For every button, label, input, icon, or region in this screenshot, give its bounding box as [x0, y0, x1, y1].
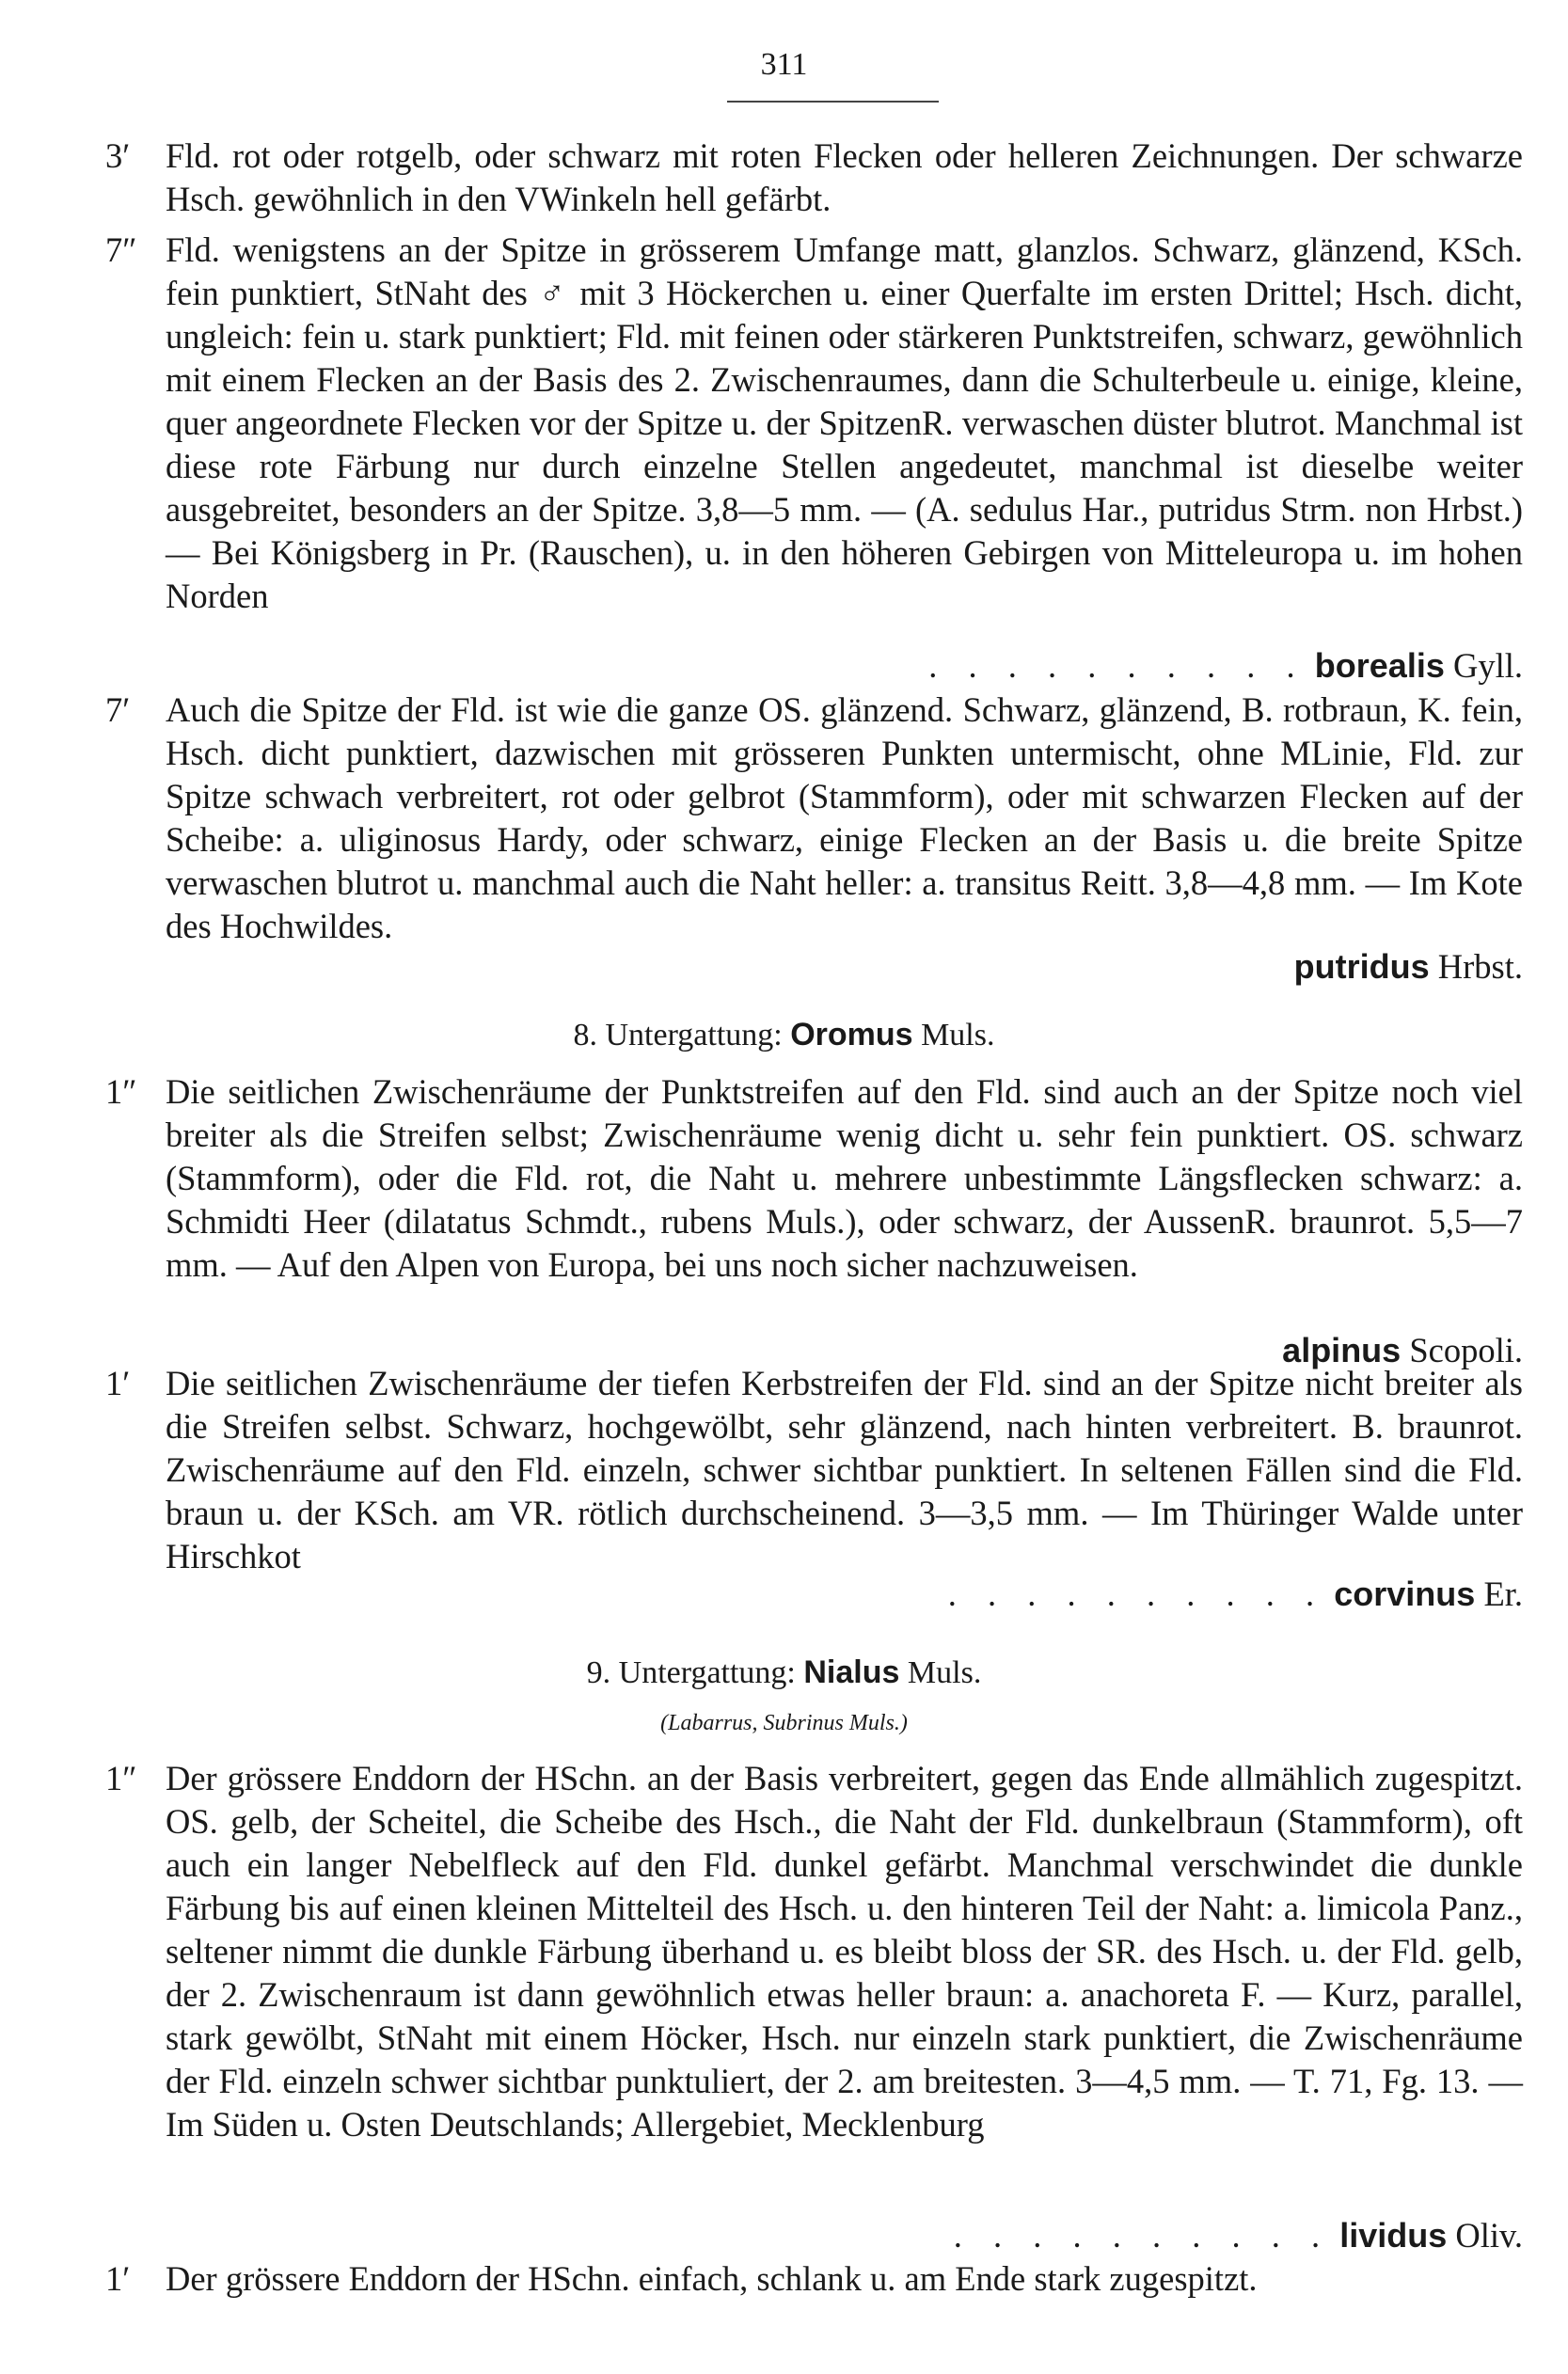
- section-prefix: 8. Untergattung:: [573, 1018, 783, 1052]
- couplet-marker: 1′: [105, 1364, 131, 1402]
- taxon-author: Scopoli.: [1409, 1331, 1523, 1369]
- taxon-line-lividus: [166, 2214, 1523, 2257]
- key-entry-7-prime: [105, 688, 1523, 948]
- section-name: Nialus: [803, 1654, 900, 1690]
- entry-text: Fld. rot oder rotgelb, oder schwarz mit roten Flecken oder helleren Zeichnungen. Der schwarze Hsch. gewöhnlich in den VWinkeln hell gefärbt.: [166, 136, 1523, 218]
- key-entry-3-prime: [105, 135, 1523, 221]
- entry-text: Die seitlichen Zwischenräume der tiefen Kerbstreifen der Fld. sind an der Spitze nicht breiter als die Streifen selbst. Schwarz, hochgewölbt, sehr glänzend, nach hinten verbreitert. B. braunrot. Zwischenräume auf den Fld. einzeln, schwer sichtbar punktiert. In seltenen Fällen sind die Fld. braun u. der KSch. am VR. rötlich durchscheinend. 3—3,5 mm. — Im Thüringer Walde unter Hirschkot: [166, 1364, 1523, 1575]
- entry-text: Auch die Spitze der Fld. ist wie die ganze OS. glänzend. Schwarz, glänzend, B. rotbraun, K. fein, Hsch. dicht punktiert, dazwischen mit grösseren Punkten untermischt, ohne MLinie, Fld. zur Spitze schwach verbreitert, rot oder gelbrot (Stammform), oder mit schwarzen Flecken auf der Scheibe: a. uliginosus Hardy, oder schwarz, einige Flecken an der Basis u. die breite Spitze verwaschen blutrot u. manchmal auch die Naht heller: a. transitus Reitt. 3,8—4,8 mm. — Im Kote des Hochwildes.: [166, 690, 1523, 945]
- section-author: Muls.: [921, 1018, 995, 1052]
- entry-text: Fld. wenigstens an der Spitze in grösserem Umfange matt, glanzlos. Schwarz, glänzend, KSch. fein punktiert, StNaht des ♂ mit 3 Höckerchen u. einer Querfalte im ersten Drittel; Hsch. dicht, ungleich: fein u. stark punktiert; Fld. mit feinen oder stärkeren Punktstreifen, schwarz, gewöhnlich mit einem Flecken an der Basis des 2. Zwischenraumes, dann die Schulterbeule u. einige, kleine, quer angeordnete Flecken vor der Spitze u. der SpitzenR. verwaschen düster blutrot. Manchmal ist diese rote Färbung nur durch einzelne Stellen angedeutet, manchmal ist dieselbe weiter ausgebreitet, besonders an der Spitze. 3,8—5 mm. — (A. sedulus Har., putridus Strm. non Hrbst.) — Bei Königsberg in Pr. (Rauschen), u. in den höheren Gebirgen von Mitteleuropa u. im hohen Norden: [166, 230, 1523, 615]
- section-author: Muls.: [907, 1655, 982, 1690]
- section-name: Oromus: [790, 1017, 913, 1052]
- header-rule: [727, 101, 939, 103]
- couplet-marker: 3′: [105, 136, 131, 175]
- couplet-marker: 1″: [105, 1072, 137, 1111]
- key-entry-8-1-double-prime: [105, 1070, 1523, 1287]
- taxon-author: Er.: [1483, 1575, 1523, 1613]
- couplet-marker: 7″: [105, 230, 137, 269]
- couplet-marker: 1′: [105, 2259, 131, 2298]
- section-heading-nialus: [0, 1652, 1568, 1694]
- couplet-marker: 7′: [105, 690, 131, 729]
- section-heading-oromus: [0, 1014, 1568, 1056]
- taxon-author: Oliv.: [1455, 2216, 1523, 2255]
- taxon-author: Hrbst.: [1437, 947, 1523, 986]
- leader-dots: . . . . . . . . . .: [928, 646, 1307, 685]
- entry-text: Die seitlichen Zwischenräume der Punktstreifen auf den Fld. sind auch an der Spitze noch viel breiter als die Streifen selbst; Zwischenräume wenig dicht u. sehr fein punktiert. OS. schwarz (Stammform), oder die Fld. rot, die Naht u. mehrere unbestimmte Längsflecken schwarz: a. Schmidti Heer (dilatatus Schmdt., rubens Muls.), oder schwarz, der AussenR. braunrot. 5,5—7 mm. — Auf den Alpen von Europa, bei uns noch sicher nachzuweisen.: [166, 1072, 1523, 1284]
- key-entry-8-1-prime: [105, 1362, 1523, 1578]
- taxon-name: putridus: [1293, 947, 1430, 986]
- taxon-line-corvinus: [166, 1573, 1523, 1616]
- key-entry-9-1-prime: [105, 2257, 1523, 2301]
- section-synonyms: (Labarrus, Subrinus Muls.): [660, 1711, 908, 1735]
- leader-dots: . . . . . . . . . .: [947, 1575, 1326, 1613]
- key-entry-9-1-double-prime: [105, 1757, 1523, 2146]
- taxon-name: alpinus: [1282, 1331, 1402, 1369]
- section-prefix: 9. Untergattung:: [586, 1655, 796, 1690]
- couplet-marker: 1″: [105, 1759, 137, 1797]
- leader-dots: . . . . . . . . . .: [953, 2216, 1332, 2255]
- taxon-author: Gyll.: [1452, 646, 1523, 685]
- taxon-name: lividus: [1339, 2216, 1448, 2255]
- taxon-name: corvinus: [1334, 1575, 1476, 1613]
- taxon-name: borealis: [1314, 646, 1445, 685]
- key-entry-7-double-prime: [105, 229, 1523, 618]
- entry-text: Der grössere Enddorn der HSchn. an der Basis verbreitert, gegen das Ende allmählich zugespitzt. OS. gelb, der Scheitel, die Scheibe des Hsch., die Naht der Fld. dunkelbraun (Stammform), oft auch ein langer Nebelfleck auf den Fld. dunkel gefärbt. Manchmal verschwindet die dunkle Färbung bis auf einen kleinen Mittelteil des Hsch. u. den hinteren Teil der Naht: a. limicola Panz., seltener nimmt die dunkle Färbung überhand u. es bleibt bloss der SR. des Hsch. u. der Fld. gelb, der 2. Zwischenraum ist dann gewöhnlich etwas heller braun: a. anachoreta F. — Kurz, parallel, stark gewölbt, StNaht mit einem Höcker, Hsch. nur einzeln stark punktiert, die Zwischenräume der Fld. einzeln schwer sichtbar punktuliert, der 2. am breitesten. 3—4,5 mm. — T. 71, Fg. 13. — Im Süden u. Osten Deutschlands; Allergebiet, Mecklenburg: [166, 1759, 1523, 2144]
- page-number: 311: [760, 47, 808, 82]
- taxon-line-borealis: [166, 644, 1523, 688]
- taxon-line-putridus: [166, 945, 1523, 989]
- entry-text: Der grössere Enddorn der HSchn. einfach, schlank u. am Ende stark zugespitzt.: [166, 2259, 1258, 2298]
